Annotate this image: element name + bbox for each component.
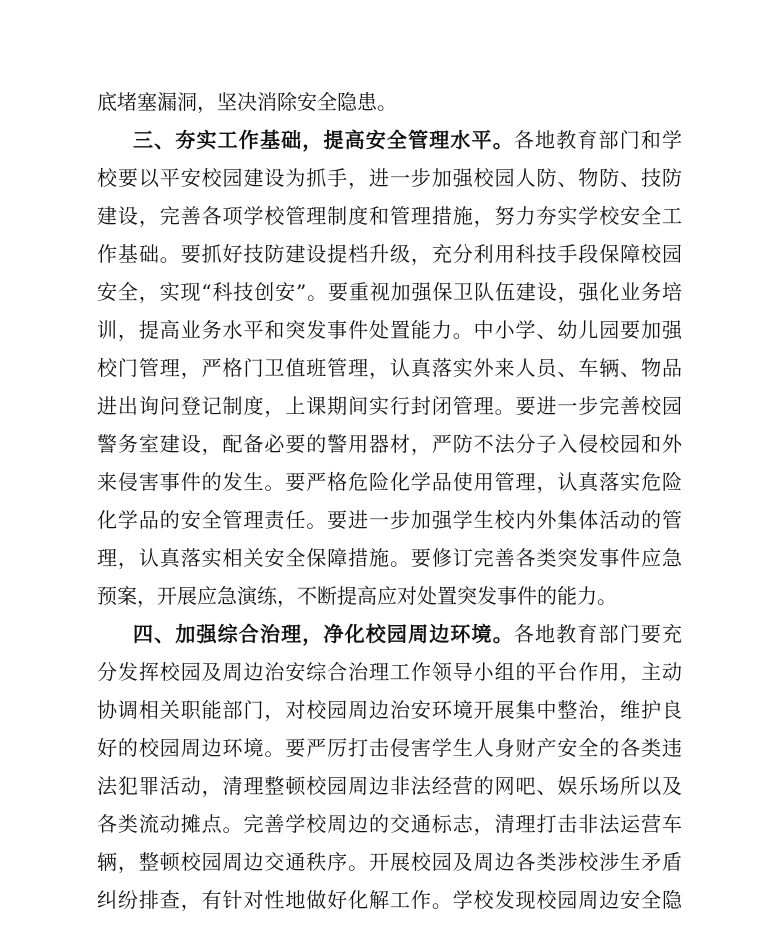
text-line: 校要以平安校园建设为抓手，进一步加强校园人防、物防、技防 — [97, 166, 682, 190]
text-line: 辆，整顿校园周边交通秩序。开展校园及周边各类涉校涉生矛盾 — [97, 850, 682, 874]
text-line: 协调相关职能部门，对校园周边治安环境开展集中整治，维护良 — [97, 698, 682, 722]
text-line: 来侵害事件的发生。要严格危险化学品使用管理，认真落实危险 — [97, 470, 682, 494]
text-line: 校门管理，严格门卫值班管理，认真落实外来人员、车辆、物品 — [97, 356, 682, 380]
text-line: 法犯罪活动，清理整顿校园周边非法经营的网吧、娱乐场所以及 — [97, 774, 682, 798]
text-line: 警务室建设，配备必要的警用器材，严防不法分子入侵校园和外 — [97, 432, 682, 456]
section-3-heading: 三、夯实工作基础，提高安全管理水平。 — [133, 128, 514, 152]
text-line: 理，认真落实相关安全保障措施。要修订完善各类突发事件应急 — [97, 546, 682, 570]
text-line: 安全，实现“科技创安”。要重视加强保卫队伍建设，强化业务培 — [97, 280, 682, 304]
text-line: 各类流动摊点。完善学校周边的交通标志，清理打击非法运营车 — [97, 812, 682, 836]
text-line: 分发挥校园及周边治安综合治理工作领导小组的平台作用，主动 — [97, 660, 682, 684]
section-3-text: 各地教育部门和学 — [513, 128, 683, 152]
text-line: 好的校园周边环境。要严厉打击侵害学生人身财产安全的各类违 — [97, 736, 682, 760]
section-4-text: 各地教育部门要充 — [513, 622, 683, 646]
section-3-first-line — [133, 126, 682, 154]
text-line: 预案，开展应急演练，不断提高应对处置突发事件的能力。 — [97, 584, 617, 608]
text-line: 训，提高业务水平和突发事件处置能力。中小学、幼儿园要加强 — [97, 318, 682, 342]
section-4-first-line — [133, 620, 682, 648]
text-line: 进出询问登记制度，上课期间实行封闭管理。要进一步完善校园 — [97, 394, 682, 418]
text-line: 建设，完善各项学校管理制度和管理措施，努力夯实学校安全工 — [97, 204, 682, 228]
text-line: 底堵塞漏洞，坚决消除安全隐患。 — [97, 90, 397, 114]
text-line: 作基础。要抓好技防建设提档升级，充分利用科技手段保障校园 — [97, 242, 682, 266]
section-4-heading: 四、加强综合治理，净化校园周边环境。 — [133, 622, 514, 646]
text-line: 化学品的安全管理责任。要进一步加强学生校内外集体活动的管 — [97, 508, 682, 532]
text-line: 纠纷排查，有针对性地做好化解工作。学校发现校园周边安全隐 — [97, 888, 682, 912]
